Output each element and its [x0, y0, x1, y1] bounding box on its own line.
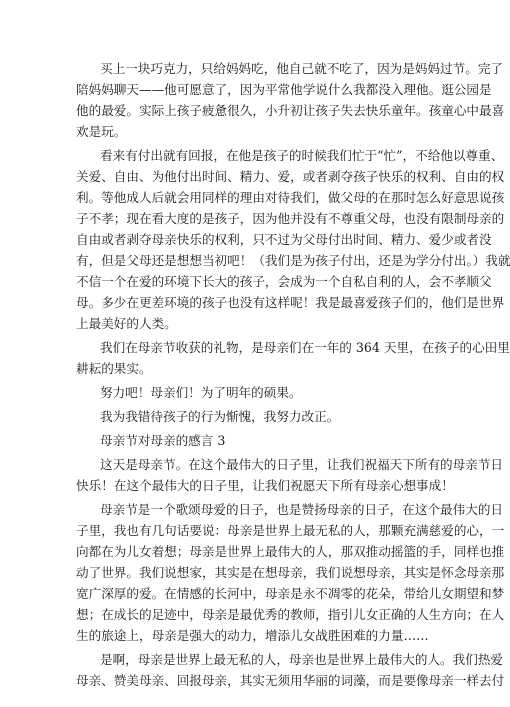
paragraph [76, 406, 424, 427]
text-line: 快乐！在这个最伟大的日子里，让我们祝愿天下所有母亲心想事成！ [76, 478, 454, 493]
text-line: 母亲节对母亲的感言 3 [100, 433, 226, 448]
paragraph [76, 382, 424, 403]
text-line: 子里，我也有几句话要说：母亲是世界上最无私的人，那颗充满慈爱的心，一 [76, 523, 505, 538]
text-line: 买上一块巧克力，只给妈妈吃，他自己就不吃了，因为是妈妈过节。完了 [100, 61, 503, 76]
text-line: 母。多少在更差环境的孩子也没有这样呢！我是最喜爱孩子们的，他们是世界 [76, 295, 505, 310]
text-line: 关爱、自由、为他付出时间、精力、爱，或者剥夺孩子快乐的权利、自由的权 [76, 169, 505, 184]
text-line: 是啊，母亲是世界上最无私的人，母亲也是世界上最伟大的人。我们热爱 [100, 652, 503, 667]
paragraph [76, 145, 510, 334]
text-line: 动了世界。我们说想家，其实是在想母亲，我们说想母亲，其实是怀念母亲那 [76, 565, 505, 580]
document-page [76, 58, 510, 694]
text-line: 向都在为儿女着想；母亲是世界上最伟大的人，那双推动摇篮的手，同样也推 [76, 544, 505, 559]
text-line: 陪妈妈聊天——他可愿意了，因为平常他学说什么我都没入理他。逛公园是 [76, 82, 492, 97]
text-line: 有，但是父母还是想想当初吧！（我们是为孩子付出，还是为学分付出。）我就 [76, 253, 510, 268]
text-line: 生的旅途上，母亲是强大的动力，增添儿女战胜困难的力量…… [76, 628, 429, 643]
text-line: 母亲节是一个歌颂母爱的日子，也是赞扬母亲的日子，在这个最伟大的日 [100, 502, 503, 517]
text-line: 上最美好的人类。 [76, 316, 177, 331]
text-line: 看来有付出就有回报，在他是孩子的时候我们忙于“忙”，不给他以尊重、 [100, 148, 504, 163]
text-line: 耕耘的果实。 [76, 361, 152, 376]
text-line: 想；在成长的足迹中，母亲是最优秀的教师，指引儿女正确的人生方向；在人 [76, 607, 505, 622]
text-line: 我们在母亲节收获的礼物，是母亲们在一年的 364 天里，在孩子的心田里 [100, 340, 510, 355]
paragraph [76, 454, 503, 496]
paragraph [76, 337, 510, 379]
text-line: 努力吧！母亲们！为了明年的硕果。 [100, 385, 302, 400]
text-line: 不信一个在爱的环境下长大的孩子，会成为一个自私自利的人，会不孝顺父 [76, 274, 492, 289]
text-line: 自由或者剥夺母亲快乐的权利，只不过为父母付出时间、精力、爱少或者没 [76, 232, 492, 247]
paragraph [76, 499, 505, 646]
text-line: 母亲、赞美母亲、回报母亲，其实无须用华丽的词藻，而是要像母亲一样去付 [76, 673, 505, 688]
text-line: 他的最爱。实际上孩子疲惫很久，小升初让孩子失去快乐童年。孩童心中最喜 [76, 103, 505, 118]
text-line: 我为我错待孩子的行为惭愧，我努力改正。 [100, 409, 340, 424]
text-line: 这天是母亲节。在这个最伟大的日子里，让我们祝福天下所有的母亲节日 [100, 457, 503, 472]
paragraph-gap [76, 691, 424, 694]
section-heading [76, 430, 424, 451]
paragraph [76, 58, 505, 142]
text-line: 欢是玩。 [76, 124, 127, 139]
text-line: 利。等他成人后就会用同样的理由对待我们，做父母的在那时怎么好意思说孩 [76, 190, 505, 205]
paragraph [76, 649, 505, 691]
text-line: 子不孝；现在看大度的是孩子，因为他并没有不尊重父母，也没有限制母亲的 [76, 211, 505, 226]
text-line: 宽广深厚的爱。在情感的长河中，母亲是永不凋零的花朵，带给儿女期望和梦 [76, 586, 505, 601]
